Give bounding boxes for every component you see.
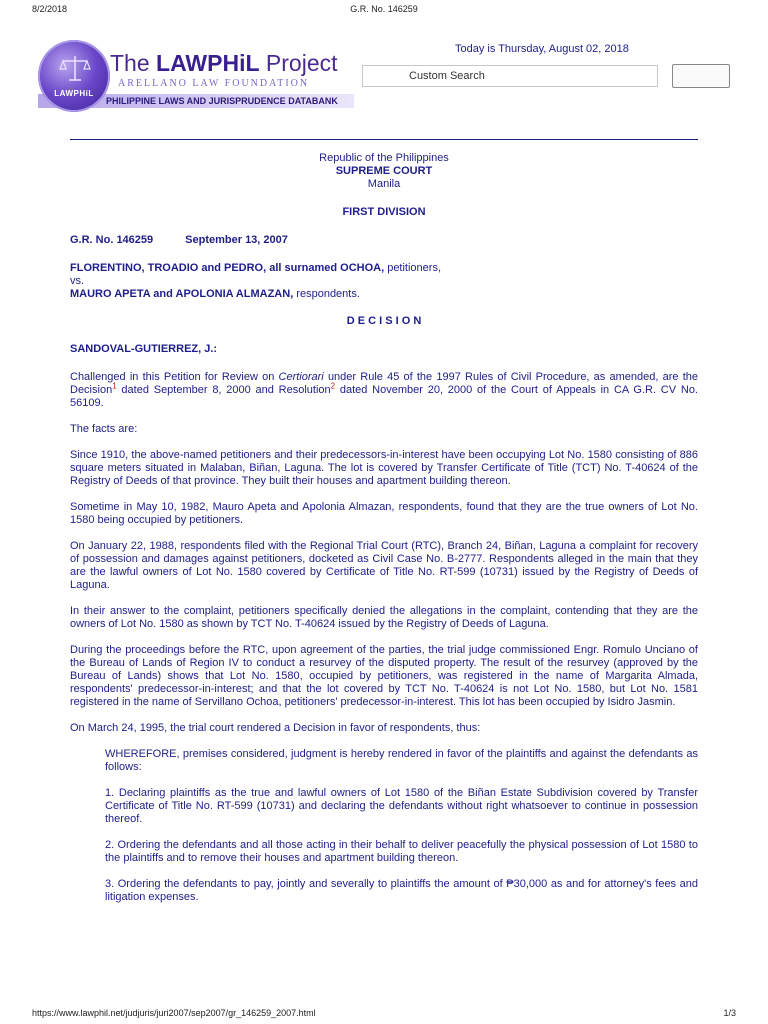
scales-icon	[58, 54, 92, 84]
logo-subtitle: ARELLANO LAW FOUNDATION	[118, 78, 310, 89]
paragraph-4: Sometime in May 10, 1982, Mauro Apeta and Apolonia Almazan, respondents, found that they are the true owners of Lot No. 1580 being occupied by petitioners.	[70, 501, 698, 526]
paragraph-2: The facts are:	[70, 423, 138, 435]
quote-wherefore: WHEREFORE, premises considered, judgment is hereby rendered in favor of the plaintiffs and against the defendants as follows:	[105, 748, 698, 773]
case-line	[70, 234, 698, 247]
footnote-2-link[interactable]: 2	[330, 381, 336, 391]
decision-title: D E C I S I O N	[346, 315, 422, 327]
logo-band-text: PHILIPPINE LAWS AND JURISPRUDENCE DATABANK	[106, 96, 338, 106]
search-placeholder: Custom Search	[409, 70, 485, 82]
versus: vs.	[70, 275, 85, 287]
footnote-1-link[interactable]: 1	[112, 381, 117, 391]
logo-emblem-text: LAWPHiL	[54, 89, 94, 98]
case-number: G.R. No. 146259	[70, 234, 154, 246]
print-url: https://www.lawphil.net/judjuris/juri2007/sep2007/gr_146259_2007.html	[32, 1008, 316, 1018]
print-date: 8/2/2018	[32, 4, 68, 14]
quote-item-3: 3. Ordering the defendants to pay, jointly and severally to plaintiffs the amount of ₱30,000 as and for attorney's fees and litigation expenses.	[105, 878, 698, 903]
header-divider	[70, 139, 698, 140]
quote-item-2: 2. Ordering the defendants and all those acting in their behalf to deliver peacefully the physical possession of Lot 1580 to the plaintiffs and to remove their houses and apartment building thereon.	[105, 839, 698, 864]
ponente: SANDOVAL-GUTIERREZ, J.:	[70, 343, 218, 355]
case-date: September 13, 2007	[185, 234, 288, 246]
petitioners-line: FLORENTINO, TROADIO and PEDRO, all surnamed OCHOA, petitioners,	[70, 262, 442, 274]
decision-body	[70, 152, 698, 917]
paragraph-8: On March 24, 1995, the trial court rendered a Decision in favor of respondents, thus:	[70, 722, 481, 734]
today-date: Today is Thursday, August 02, 2018	[455, 43, 629, 55]
court-city: Manila	[367, 178, 401, 190]
paragraph-5: On January 22, 1988, respondents filed with the Regional Trial Court (RTC), Branch 24, Biñan, Laguna a complaint for recovery of possession and damages against petitioners, docketed as Civil Case No. B-2777. Respondents alleged in the main that they are the lawful owners of Lot No. 1580 covered by Certificate of Title No. RT-599 (10731) issued by the Registry of Deeds of Laguna.	[70, 540, 698, 591]
page-number: 1/3	[723, 1008, 736, 1018]
paragraph-7: During the proceedings before the RTC, upon agreement of the parties, the trial judge commissioned Engr. Romulo Unciano of the Bureau of Lands of Region IV to conduct a resurvey of the disputed property. The result of the resurvey (approved by the Bureau of Lands) shows that Lot No. 1580, occupied by petitioners, was registered in the name of Margarita Almada, respondents' predecessor-in-interest; and that the lot covered by TCT No. T-40624 is not Lot No. 1580, but Lot No. 1581 registered in the name of Servillano Ochoa, petitioners' predecessor-in-interest. This lot has been occupied by Isidro Jasmin.	[70, 644, 698, 708]
quote-item-1: 1. Declaring plaintiffs as the true and lawful owners of Lot 1580 of the Biñan Estate Subdivision covered by Transfer Certificate of Title No. RT-599 (10731) and declaring the defendants without right whatsoever to continue in possession thereof.	[105, 787, 698, 825]
republic-line: Republic of the Philippines	[319, 152, 449, 164]
respondents-line: MAURO APETA and APOLONIA ALMAZAN, respondents.	[70, 288, 360, 300]
search-button[interactable]	[672, 64, 730, 88]
lawphil-logo[interactable]	[38, 36, 358, 114]
division: FIRST DIVISION	[342, 206, 426, 218]
logo-emblem	[38, 40, 110, 112]
court-name: SUPREME COURT	[335, 165, 433, 177]
print-title: G.R. No. 146259	[350, 4, 418, 14]
logo-title: The LAWPHiL Project	[110, 50, 338, 76]
paragraph-6: In their answer to the complaint, petitioners specifically denied the allegations in the complaint, contending that they are the owners of Lot No. 1580 as shown by TCT No. T-40624 issued by the Registry of Deeds of Laguna.	[70, 605, 698, 630]
paragraph-3: Since 1910, the above-named petitioners and their predecessors-in-interest have been occupying Lot No. 1580 consisting of 886 square meters situated in Malaban, Biñan, Laguna. The lot is covered by Transfer Certificate of Title (TCT) No. T-40624 of the Registry of Deeds of that province. They built their houses and apartment building thereon.	[70, 449, 698, 487]
paragraph-1: Challenged in this Petition for Review on Certiorari under Rule 45 of the 1997 Rules of Civil Procedure, as amended, are the Decision$^1$ dated September 8, 2000 and Resolution$^2$ dated November 20, 2000 of the Court of Appeals in CA G.R. CV No. 56109.	[70, 371, 698, 409]
search-input[interactable]	[362, 65, 658, 87]
